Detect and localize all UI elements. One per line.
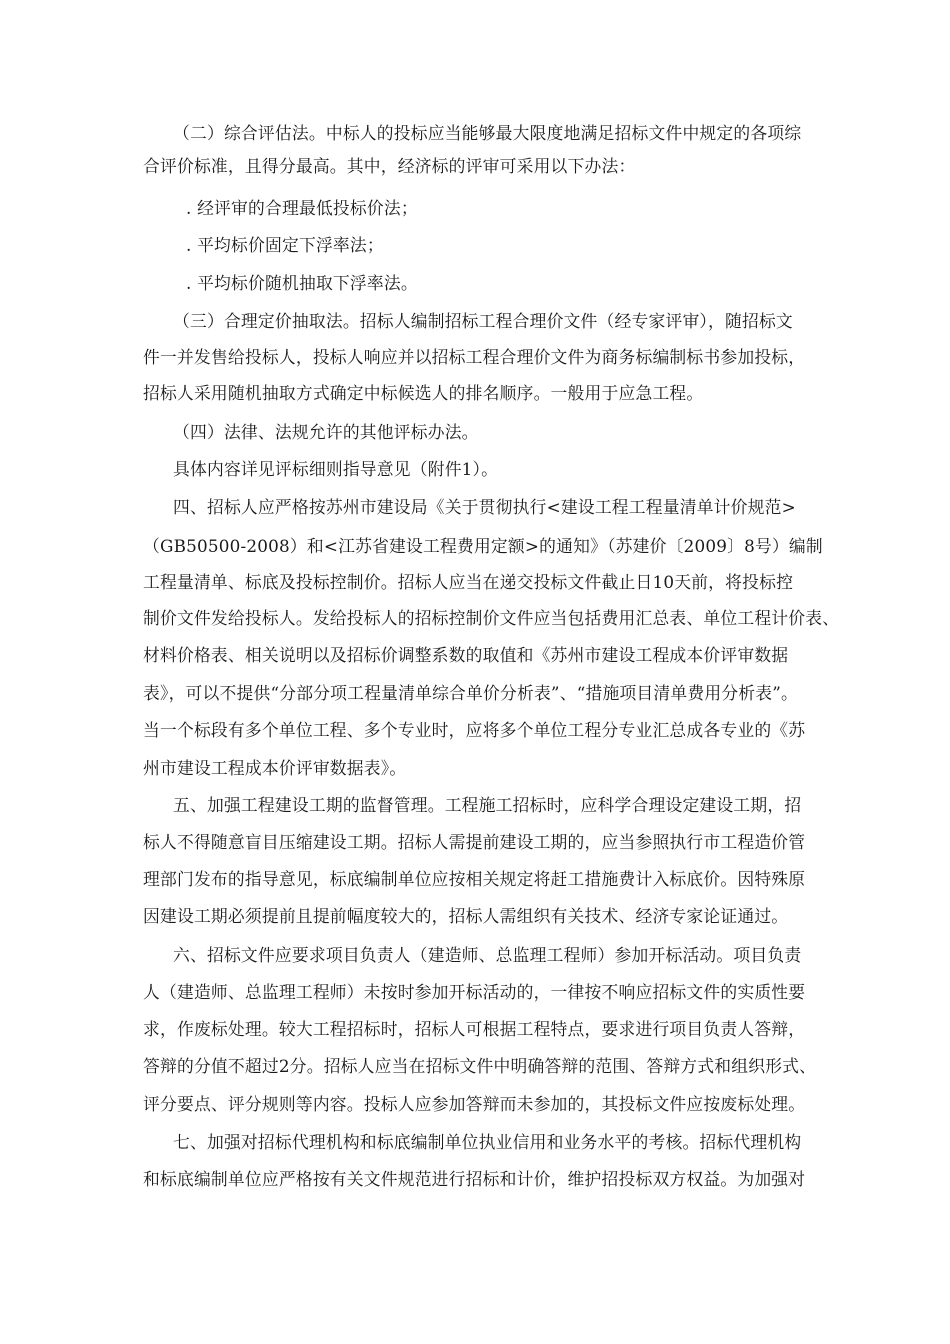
list-item: . 平均标价随机抽取下浮率法。	[186, 273, 418, 293]
paragraph-line: （四）法律、法规允许的其他评标办法。	[173, 422, 479, 442]
paragraph-line: 制价文件发给投标人。发给投标人的招标控制价文件应当包括费用汇总表、单位工程计价表、	[143, 608, 840, 628]
paragraph-line: 答辩的分值不超过2分。招标人应当在招标文件中明确答辩的范围、答辩方式和组织形式、	[143, 1056, 817, 1076]
paragraph-line: 标人不得随意盲目压缩建设工期。招标人需提前建设工期的，应当参照执行市工程造价管	[143, 832, 806, 852]
paragraph-line: 工程量清单、标底及投标控制价。招标人应当在递交投标文件截止日10天前，将投标控	[143, 572, 794, 592]
paragraph-line: 六、招标文件应要求项目负责人（建造师、总监理工程师）参加开标活动。项目负责	[173, 945, 802, 965]
list-item: . 平均标价固定下浮率法；	[186, 235, 384, 255]
paragraph-line: 评分要点、评分规则等内容。投标人应参加答辩而未参加的，其投标文件应按废标处理。	[143, 1094, 806, 1114]
paragraph-line: 理部门发布的指导意见，标底编制单位应按相关规定将赶工措施费计入标底价。因特殊原	[143, 869, 806, 889]
paragraph-line: 州市建设工程成本价评审数据表》。	[143, 758, 407, 778]
paragraph-line: 表》，可以不提供“分部分项工程量清单综合单价分析表”、“措施项目清单费用分析表”。	[143, 683, 799, 703]
paragraph-line: （GB50500-2008）和<江苏省建设工程费用定额>的通知》（苏建价〔2009〕8号）编制	[143, 536, 823, 556]
paragraph-line: 七、加强对招标代理机构和标底编制单位执业信用和业务水平的考核。招标代理机构	[173, 1132, 802, 1152]
paragraph-line: 因建设工期必须提前且提前幅度较大的，招标人需组织有关技术、经济专家论证通过。	[143, 906, 789, 926]
paragraph-line: 求，作废标处理。较大工程招标时，招标人可根据工程特点，要求进行项目负责人答辩，	[143, 1019, 806, 1039]
paragraph-line: 五、加强工程建设工期的监督管理。工程施工招标时，应科学合理设定建设工期，招	[173, 795, 802, 815]
paragraph-line: 具体内容详见评标细则指导意见（附件1）。	[173, 459, 499, 479]
paragraph-line: 和标底编制单位应严格按有关文件规范进行招标和计价，维护招投标双方权益。为加强对	[143, 1169, 806, 1189]
paragraph-line: 材料价格表、相关说明以及招标价调整系数的取值和《苏州市建设工程成本价评审数据	[143, 645, 789, 665]
paragraph-line: 招标人采用随机抽取方式确定中标候选人的排名顺序。一般用于应急工程。	[143, 383, 704, 403]
paragraph-line: 四、招标人应严格按苏州市建设局《关于贯彻执行<建设工程工程量清单计价规范>	[173, 497, 796, 517]
paragraph-line: （二）综合评估法。中标人的投标应当能够最大限度地满足招标文件中规定的各项综	[173, 123, 802, 143]
paragraph-line: 当一个标段有多个单位工程、多个专业时，应将多个单位工程分专业汇总成各专业的《苏	[143, 720, 806, 740]
paragraph-line: 人（建造师、总监理工程师）未按时参加开标活动的，一律按不响应招标文件的实质性要	[143, 982, 806, 1002]
paragraph-line: 合评价标准，且得分最高。其中，经济标的评审可采用以下办法：	[143, 156, 636, 176]
paragraph-line: 件一并发售给投标人，投标人响应并以招标工程合理价文件为商务标编制标书参加投标，	[143, 347, 806, 367]
list-item: . 经评审的合理最低投标价法；	[186, 198, 418, 218]
paragraph-line: （三）合理定价抽取法。招标人编制招标工程合理价文件（经专家评审），随招标文	[173, 311, 793, 331]
